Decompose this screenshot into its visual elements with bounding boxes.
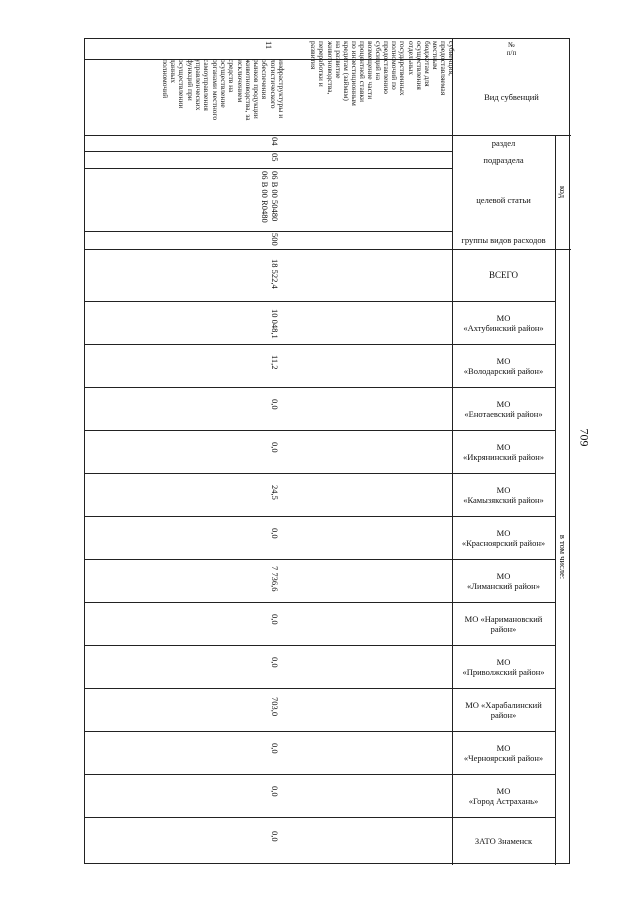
municipality-name: ЗАТО Знаменск [474,836,533,846]
header-v-tom-chisle-text: в том числе: [558,534,568,580]
municipality-value: 0,0 [270,528,280,539]
municipality-name: МО «Ахтубинский район» [463,312,544,333]
row-number: 11 [264,41,274,50]
municipality-value: 10 048,1 [270,309,280,339]
municipality-name: МО «Красноярский район» [461,527,546,548]
municipality-name: МО «Икрянинский район» [462,441,545,462]
municipality-name: МО «Город Астрахань» [468,785,539,806]
row-description-part2: инфраструктуры и логистического обеспечения рынков продукции животноводства, за исключением средств на осуществление органами местного самоуправления управленческих функций при осуществлении данных полномочий [160,59,286,121]
header-podrazdel: подраздела [483,154,524,165]
header-tselevaya: целевой статьи [476,194,531,205]
row-divider [85,168,452,169]
municipality-name: МО «Харабалинский район» [465,699,542,720]
header-gruppy: группы видов расходов [461,235,546,245]
row-divider [85,231,452,232]
municipality-value: 0,0 [270,831,280,842]
municipality-value: 0,0 [270,442,280,453]
municipality-value: 0,0 [270,786,280,797]
municipality-name: МО «Приволжский район» [462,656,545,677]
municipality-value: 0,0 [270,614,280,625]
row-vsego: 18 522,4 [270,259,280,289]
municipality-value: 703,0 [270,697,280,717]
row-divider [85,151,452,152]
municipality-name: МО «Наримановский район» [464,613,543,634]
municipality-name: МО «Черноярский район» [463,742,544,763]
row-description-part1: субвенция, предоставляемая местным бюджетам для осуществления отдельных государственных полномочий по предоставлению субсидий на возмещение части процентной ставки по инвестиционным кредитам (займам) на развитие животноводства, переработки и развития [309,41,456,106]
header-kod-text: код [558,185,568,199]
header-v-tom-chisle [555,249,571,865]
row-razdel: 04 [270,137,280,146]
header-kod [555,135,571,249]
municipality-name: МО «Володарский район» [463,355,544,376]
municipality-value: 11,2 [270,355,280,370]
subvention-table [84,38,570,864]
header-vsego: ВСЕГО [489,270,518,280]
row-gruppa: 500 [270,233,280,246]
header-num: № п/п [506,41,517,57]
row-podrazdel: 05 [270,153,280,162]
header-type: Вид субвенций [484,92,539,102]
page-number: 709 [577,428,592,447]
municipality-value: 0,0 [270,743,280,754]
header-razdel: раздел [491,138,516,148]
municipality-name: МО «Енотаевский район» [464,398,543,419]
municipality-name: МО «Камызякский район» [463,484,544,505]
municipality-value: 24,5 [270,485,280,500]
municipality-value: 0,0 [270,399,280,410]
row-tselevaya: 06 В 00 50480 06 В 00 R0480 [260,171,280,223]
municipality-value: 7 736,6 [270,566,280,592]
municipality-name: МО «Лиманский район» [467,570,540,591]
municipality-value: 0,0 [270,657,280,668]
